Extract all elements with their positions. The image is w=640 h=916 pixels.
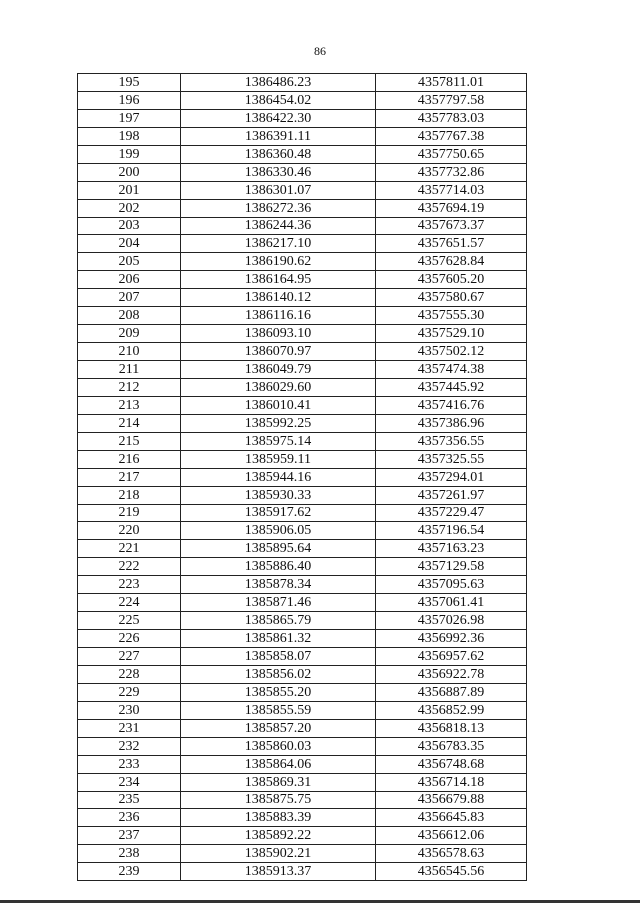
point-number-cell: 232 <box>78 737 181 755</box>
x-coordinate-cell: 1385878.34 <box>181 576 376 594</box>
point-number-cell: 220 <box>78 522 181 540</box>
point-number-cell: 216 <box>78 450 181 468</box>
x-coordinate-cell: 1386010.41 <box>181 396 376 414</box>
x-coordinate-cell: 1385895.64 <box>181 540 376 558</box>
x-coordinate-cell: 1386330.46 <box>181 163 376 181</box>
point-number-cell: 195 <box>78 74 181 92</box>
y-coordinate-cell: 4357797.58 <box>376 91 527 109</box>
point-number-cell: 225 <box>78 612 181 630</box>
table-row <box>78 253 527 271</box>
table-row <box>78 558 527 576</box>
x-coordinate-cell: 1385855.20 <box>181 683 376 701</box>
point-number-cell: 200 <box>78 163 181 181</box>
y-coordinate-cell: 4357294.01 <box>376 468 527 486</box>
y-coordinate-cell: 4357261.97 <box>376 486 527 504</box>
point-number-cell: 207 <box>78 289 181 307</box>
x-coordinate-cell: 1386244.36 <box>181 217 376 235</box>
point-number-cell: 212 <box>78 378 181 396</box>
table-row <box>78 791 527 809</box>
x-coordinate-cell: 1386093.10 <box>181 325 376 343</box>
x-coordinate-cell: 1385861.32 <box>181 630 376 648</box>
point-number-cell: 226 <box>78 630 181 648</box>
y-coordinate-cell: 4357694.19 <box>376 199 527 217</box>
point-number-cell: 231 <box>78 719 181 737</box>
point-number-cell: 199 <box>78 145 181 163</box>
y-coordinate-cell: 4357445.92 <box>376 378 527 396</box>
point-number-cell: 206 <box>78 271 181 289</box>
x-coordinate-cell: 1385886.40 <box>181 558 376 576</box>
table-row <box>78 450 527 468</box>
x-coordinate-cell: 1385869.31 <box>181 773 376 791</box>
y-coordinate-cell: 4356887.89 <box>376 683 527 701</box>
table-row <box>78 325 527 343</box>
point-number-cell: 224 <box>78 594 181 612</box>
table-row <box>78 109 527 127</box>
table-row <box>78 307 527 325</box>
coordinates-table-body <box>78 74 527 881</box>
x-coordinate-cell: 1386217.10 <box>181 235 376 253</box>
point-number-cell: 219 <box>78 504 181 522</box>
point-number-cell: 210 <box>78 343 181 361</box>
table-row <box>78 74 527 92</box>
x-coordinate-cell: 1385857.20 <box>181 719 376 737</box>
table-row <box>78 845 527 863</box>
point-number-cell: 222 <box>78 558 181 576</box>
table-row <box>78 755 527 773</box>
point-number-cell: 217 <box>78 468 181 486</box>
y-coordinate-cell: 4356578.63 <box>376 845 527 863</box>
x-coordinate-cell: 1385865.79 <box>181 612 376 630</box>
table-row <box>78 91 527 109</box>
x-coordinate-cell: 1385860.03 <box>181 737 376 755</box>
point-number-cell: 197 <box>78 109 181 127</box>
x-coordinate-cell: 1385913.37 <box>181 863 376 881</box>
table-row <box>78 378 527 396</box>
point-number-cell: 213 <box>78 396 181 414</box>
x-coordinate-cell: 1385992.25 <box>181 414 376 432</box>
point-number-cell: 236 <box>78 809 181 827</box>
point-number-cell: 229 <box>78 683 181 701</box>
table-row <box>78 683 527 701</box>
y-coordinate-cell: 4357732.86 <box>376 163 527 181</box>
point-number-cell: 203 <box>78 217 181 235</box>
x-coordinate-cell: 1385892.22 <box>181 827 376 845</box>
point-number-cell: 209 <box>78 325 181 343</box>
table-row <box>78 396 527 414</box>
x-coordinate-cell: 1385906.05 <box>181 522 376 540</box>
x-coordinate-cell: 1386029.60 <box>181 378 376 396</box>
table-row <box>78 235 527 253</box>
table-row <box>78 630 527 648</box>
y-coordinate-cell: 4357386.96 <box>376 414 527 432</box>
x-coordinate-cell: 1385864.06 <box>181 755 376 773</box>
table-row <box>78 217 527 235</box>
x-coordinate-cell: 1386190.62 <box>181 253 376 271</box>
y-coordinate-cell: 4356748.68 <box>376 755 527 773</box>
y-coordinate-cell: 4357580.67 <box>376 289 527 307</box>
y-coordinate-cell: 4357555.30 <box>376 307 527 325</box>
point-number-cell: 223 <box>78 576 181 594</box>
x-coordinate-cell: 1386391.11 <box>181 127 376 145</box>
point-number-cell: 234 <box>78 773 181 791</box>
point-number-cell: 211 <box>78 361 181 379</box>
x-coordinate-cell: 1386164.95 <box>181 271 376 289</box>
y-coordinate-cell: 4356922.78 <box>376 665 527 683</box>
point-number-cell: 233 <box>78 755 181 773</box>
table-row <box>78 863 527 881</box>
x-coordinate-cell: 1386116.16 <box>181 307 376 325</box>
table-row <box>78 414 527 432</box>
table-row <box>78 468 527 486</box>
y-coordinate-cell: 4357325.55 <box>376 450 527 468</box>
point-number-cell: 230 <box>78 701 181 719</box>
x-coordinate-cell: 1386454.02 <box>181 91 376 109</box>
y-coordinate-cell: 4357095.63 <box>376 576 527 594</box>
y-coordinate-cell: 4357783.03 <box>376 109 527 127</box>
point-number-cell: 238 <box>78 845 181 863</box>
x-coordinate-cell: 1385858.07 <box>181 648 376 666</box>
x-coordinate-cell: 1385917.62 <box>181 504 376 522</box>
y-coordinate-cell: 4357129.58 <box>376 558 527 576</box>
table-row <box>78 665 527 683</box>
point-number-cell: 198 <box>78 127 181 145</box>
y-coordinate-cell: 4356957.62 <box>376 648 527 666</box>
x-coordinate-cell: 1385944.16 <box>181 468 376 486</box>
point-number-cell: 239 <box>78 863 181 881</box>
y-coordinate-cell: 4357673.37 <box>376 217 527 235</box>
table-row <box>78 522 527 540</box>
table-row <box>78 809 527 827</box>
y-coordinate-cell: 4357196.54 <box>376 522 527 540</box>
x-coordinate-cell: 1385875.75 <box>181 791 376 809</box>
y-coordinate-cell: 4357750.65 <box>376 145 527 163</box>
point-number-cell: 237 <box>78 827 181 845</box>
page-number: 86 <box>314 44 326 58</box>
x-coordinate-cell: 1385975.14 <box>181 432 376 450</box>
y-coordinate-cell: 4356612.06 <box>376 827 527 845</box>
coordinates-table <box>77 73 527 881</box>
y-coordinate-cell: 4357628.84 <box>376 253 527 271</box>
point-number-cell: 221 <box>78 540 181 558</box>
table-row <box>78 361 527 379</box>
table-row <box>78 271 527 289</box>
table-row <box>78 289 527 307</box>
point-number-cell: 215 <box>78 432 181 450</box>
point-number-cell: 228 <box>78 665 181 683</box>
x-coordinate-cell: 1386272.36 <box>181 199 376 217</box>
y-coordinate-cell: 4357026.98 <box>376 612 527 630</box>
x-coordinate-cell: 1386049.79 <box>181 361 376 379</box>
point-number-cell: 208 <box>78 307 181 325</box>
point-number-cell: 201 <box>78 181 181 199</box>
table-row <box>78 648 527 666</box>
x-coordinate-cell: 1386486.23 <box>181 74 376 92</box>
point-number-cell: 227 <box>78 648 181 666</box>
x-coordinate-cell: 1385902.21 <box>181 845 376 863</box>
table-row <box>78 827 527 845</box>
x-coordinate-cell: 1386070.97 <box>181 343 376 361</box>
table-row <box>78 163 527 181</box>
table-row <box>78 719 527 737</box>
y-coordinate-cell: 4357651.57 <box>376 235 527 253</box>
point-number-cell: 214 <box>78 414 181 432</box>
x-coordinate-cell: 1385856.02 <box>181 665 376 683</box>
table-row <box>78 145 527 163</box>
y-coordinate-cell: 4356992.36 <box>376 630 527 648</box>
y-coordinate-cell: 4357163.23 <box>376 540 527 558</box>
y-coordinate-cell: 4356818.13 <box>376 719 527 737</box>
y-coordinate-cell: 4357714.03 <box>376 181 527 199</box>
y-coordinate-cell: 4356545.56 <box>376 863 527 881</box>
y-coordinate-cell: 4357416.76 <box>376 396 527 414</box>
table-row <box>78 737 527 755</box>
table-row <box>78 540 527 558</box>
y-coordinate-cell: 4357229.47 <box>376 504 527 522</box>
table-row <box>78 127 527 145</box>
point-number-cell: 218 <box>78 486 181 504</box>
y-coordinate-cell: 4357605.20 <box>376 271 527 289</box>
table-row <box>78 343 527 361</box>
x-coordinate-cell: 1385930.33 <box>181 486 376 504</box>
table-row <box>78 612 527 630</box>
table-row <box>78 773 527 791</box>
table-row <box>78 486 527 504</box>
y-coordinate-cell: 4356645.83 <box>376 809 527 827</box>
table-row <box>78 576 527 594</box>
point-number-cell: 196 <box>78 91 181 109</box>
x-coordinate-cell: 1386301.07 <box>181 181 376 199</box>
x-coordinate-cell: 1385959.11 <box>181 450 376 468</box>
y-coordinate-cell: 4357811.01 <box>376 74 527 92</box>
y-coordinate-cell: 4356679.88 <box>376 791 527 809</box>
point-number-cell: 205 <box>78 253 181 271</box>
y-coordinate-cell: 4357502.12 <box>376 343 527 361</box>
x-coordinate-cell: 1385883.39 <box>181 809 376 827</box>
point-number-cell: 235 <box>78 791 181 809</box>
point-number-cell: 202 <box>78 199 181 217</box>
y-coordinate-cell: 4357356.55 <box>376 432 527 450</box>
x-coordinate-cell: 1386140.12 <box>181 289 376 307</box>
table-row <box>78 199 527 217</box>
table-row <box>78 504 527 522</box>
table-row <box>78 594 527 612</box>
y-coordinate-cell: 4357529.10 <box>376 325 527 343</box>
table-row <box>78 701 527 719</box>
page-bottom-rule <box>0 900 640 903</box>
y-coordinate-cell: 4356714.18 <box>376 773 527 791</box>
x-coordinate-cell: 1385871.46 <box>181 594 376 612</box>
x-coordinate-cell: 1385855.59 <box>181 701 376 719</box>
y-coordinate-cell: 4356852.99 <box>376 701 527 719</box>
y-coordinate-cell: 4357061.41 <box>376 594 527 612</box>
y-coordinate-cell: 4357767.38 <box>376 127 527 145</box>
x-coordinate-cell: 1386360.48 <box>181 145 376 163</box>
point-number-cell: 204 <box>78 235 181 253</box>
x-coordinate-cell: 1386422.30 <box>181 109 376 127</box>
table-row <box>78 181 527 199</box>
y-coordinate-cell: 4357474.38 <box>376 361 527 379</box>
table-row <box>78 432 527 450</box>
y-coordinate-cell: 4356783.35 <box>376 737 527 755</box>
